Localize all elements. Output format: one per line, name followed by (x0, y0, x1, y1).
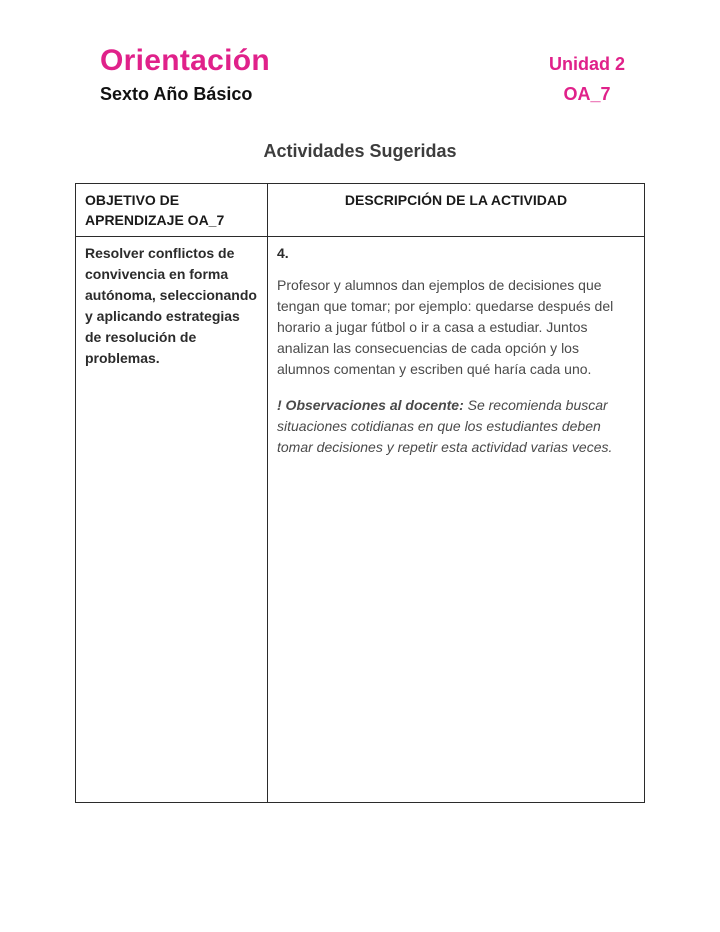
teacher-observation (277, 395, 635, 458)
activity-cell (268, 237, 644, 802)
unit-label: Unidad 2 (548, 54, 625, 74)
observation-text: Se recomienda buscar situaciones cotidianas en que los estudiantes deben tomar decisiones y repetir esta actividad varias veces. (277, 397, 613, 455)
objective-cell: Resolver conflictos de convivencia en forma autónoma, seleccionando y aplicando estrategias de resolución de problemas. (76, 237, 268, 802)
table-body-row (76, 237, 644, 802)
oa-code-label: OA_7 (563, 84, 611, 104)
activity-description: Profesor y alumnos dan ejemplos de decisiones que tengan que tomar; por ejemplo: quedarse después del horario a jugar fútbol o ir a casa a estudiar. Juntos analizan las consecuencias de cada opción y los alumnos comentan y escriben qué haría cada uno. (277, 277, 614, 377)
activity-number: 4. (277, 245, 289, 261)
activities-table (75, 183, 645, 803)
subject-title: Orientación (100, 44, 270, 77)
grade-subtitle: Sexto Año Básico (100, 84, 253, 104)
description-column-header: DESCRIPCIÓN DE LA ACTIVIDAD (344, 192, 568, 208)
header-left (100, 44, 270, 105)
header-right (549, 44, 625, 105)
objective-column-header: OBJETIVO DE APRENDIZAJE OA_7 (76, 184, 268, 236)
document-header (100, 44, 625, 105)
table-header-row (76, 184, 644, 237)
observation-label: ! Observaciones al docente: (277, 397, 464, 413)
section-title: Actividades Sugeridas (263, 141, 457, 161)
